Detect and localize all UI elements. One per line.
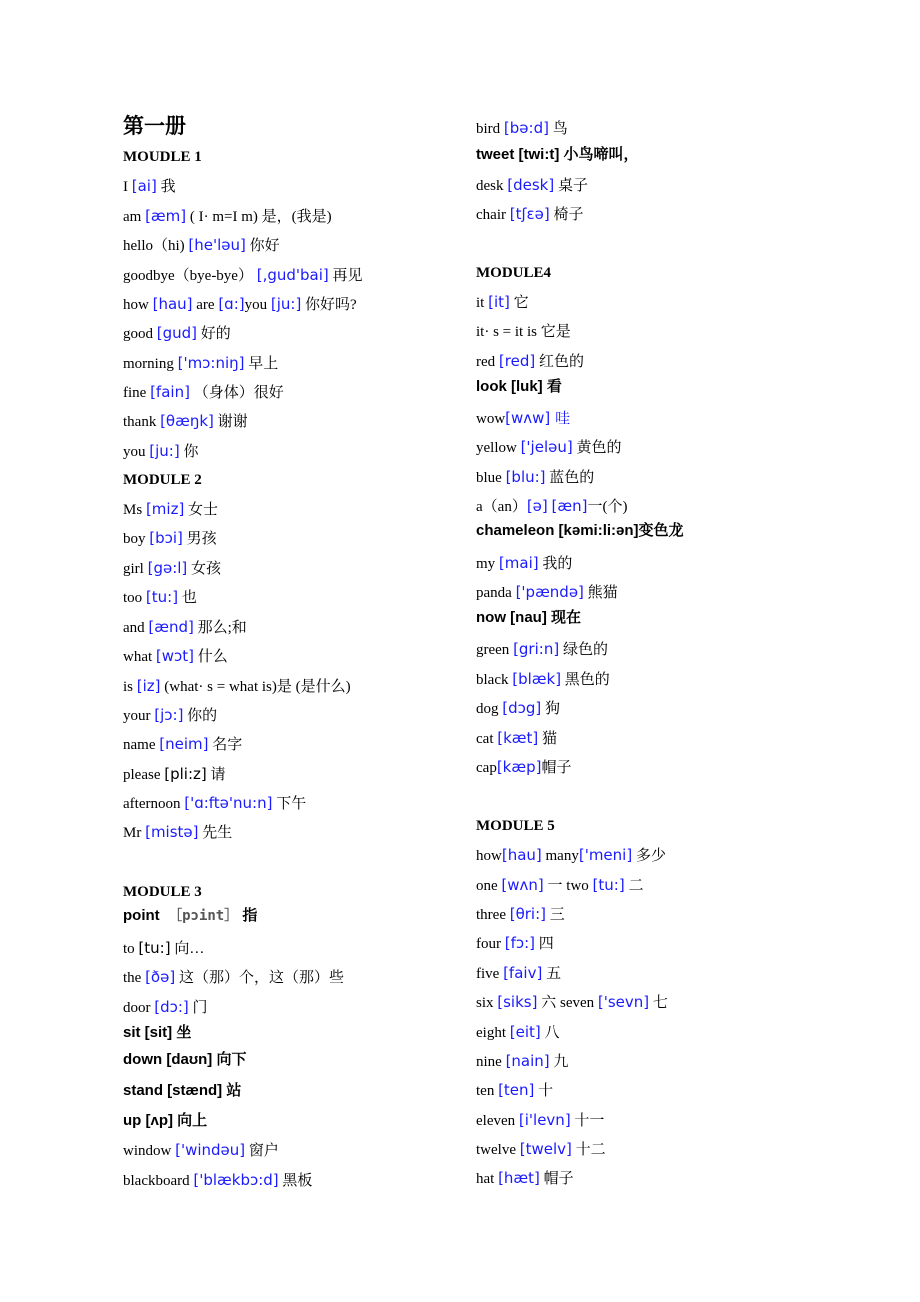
entry-text: 女孩 — [187, 561, 222, 577]
vocab-entry — [476, 698, 560, 719]
vocab-entry — [123, 938, 204, 959]
entry-text: panda — [476, 585, 516, 601]
vocab-entry — [476, 582, 618, 603]
entry-text: chair — [476, 207, 510, 223]
entry-text: is — [123, 679, 137, 695]
phonetic-text: [fain] — [150, 383, 190, 401]
phonetic-text: [kæt] — [497, 729, 539, 747]
vocab-entry — [123, 294, 357, 315]
vocab-entry — [476, 875, 643, 896]
phonetic-text: [wʌw] — [505, 409, 551, 427]
phonetic-text: [fɔ:] — [504, 934, 536, 952]
phonetic-text: [tu:] — [145, 588, 179, 606]
entry-text: 先生 — [198, 825, 233, 841]
vocab-entry — [476, 728, 557, 749]
phonetic-text: [siks] — [497, 993, 538, 1011]
phonetic-text: [blu:] — [505, 468, 546, 486]
entry-text: 第一册 — [123, 114, 186, 138]
vocab-entry — [476, 669, 610, 690]
phonetic-text: [twelv] — [519, 1140, 572, 1158]
phonetic-text: ['windəu] — [175, 1141, 246, 1159]
entry-text: 再见 — [328, 268, 363, 284]
vocab-entry — [123, 967, 344, 988]
phonetic-text: [tu:] — [592, 876, 625, 894]
phonetic-text: [ai] — [131, 177, 157, 195]
vocab-entry — [476, 118, 568, 139]
entry-text: 指 — [238, 907, 258, 924]
phonetic-text: [,gud'bai] — [256, 266, 329, 284]
entry-text: name — [123, 737, 160, 753]
entry-text: 红色的 — [535, 354, 584, 370]
phonetic-text: [eit] — [509, 1023, 541, 1041]
module-heading — [123, 882, 202, 902]
entry-text: 黑色的 — [561, 672, 610, 688]
vocab-entry — [123, 411, 248, 432]
vocab-entry — [476, 521, 684, 541]
entry-text: tweet [twi:t] 小鸟啼叫， — [476, 146, 639, 163]
entry-text: MODULE 2 — [123, 472, 202, 488]
entry-text: one — [476, 878, 502, 894]
entry-text: ［pɔint］ — [159, 908, 239, 924]
phonetic-text: [faiv] — [503, 964, 543, 982]
entry-text: point — [123, 907, 160, 924]
entry-text: ( I· m=I m) 是，(我是) — [186, 209, 332, 225]
phonetic-text: 哇 — [550, 409, 571, 427]
entry-text: 狗 — [541, 701, 561, 717]
entry-text: and — [123, 620, 149, 636]
phonetic-text: [ə] — [526, 497, 548, 515]
phonetic-text: ['sevn] — [597, 993, 650, 1011]
entry-text: 一(个) — [587, 499, 628, 515]
phonetic-text: [æm] — [145, 207, 187, 225]
vocab-entry — [123, 353, 278, 374]
vocab-entry — [476, 608, 581, 628]
entry-text: 熊猫 — [583, 585, 618, 601]
entry-text: 黄色的 — [572, 440, 622, 456]
entry-text: many — [541, 848, 579, 864]
entry-text: 六 — [537, 995, 557, 1011]
phonetic-text: [hau] — [501, 846, 542, 864]
entry-text: 你的 — [183, 708, 218, 724]
vocab-entry — [123, 997, 208, 1018]
phonetic-text: [dɔg] — [502, 699, 542, 717]
entry-text: 桌子 — [554, 178, 588, 194]
vocab-entry — [123, 646, 228, 667]
vocab-entry — [476, 145, 639, 165]
vocab-entry — [123, 822, 232, 843]
entry-text: 十 — [534, 1083, 554, 1099]
entry-text: dog — [476, 701, 503, 717]
entry-text: four — [476, 936, 505, 952]
entry-text: up [ʌp] 向上 — [123, 1112, 208, 1129]
entry-text: to — [123, 941, 139, 957]
module-heading — [476, 263, 551, 283]
entry-text: fine — [123, 385, 151, 401]
entry-text: hat — [476, 1171, 499, 1187]
entry-text: I — [123, 179, 132, 195]
phonetic-text: [he'ləu] — [188, 236, 246, 254]
entry-text: your — [123, 708, 155, 724]
entry-text: black — [476, 672, 513, 688]
module-heading — [476, 816, 555, 836]
phonetic-text: [ænd] — [148, 618, 194, 636]
entry-text: down [daʊn] 向下 — [123, 1051, 247, 1068]
phonetic-text: [i'levn] — [518, 1111, 571, 1129]
entry-text: twelve — [476, 1142, 520, 1158]
phonetic-text: [it] — [488, 293, 510, 311]
phonetic-text: [desk] — [507, 176, 555, 194]
phonetic-text: [mistə] — [145, 823, 199, 841]
vocab-entry — [476, 204, 583, 225]
vocab-entry — [123, 1050, 246, 1070]
vocab-entry — [123, 235, 280, 256]
phonetic-text: [gud] — [156, 324, 198, 342]
entry-text: 它 — [509, 295, 529, 311]
entry-text: please — [123, 767, 165, 783]
entry-text: it· s = it is 它是 — [476, 324, 571, 340]
vocab-entry — [476, 1080, 553, 1101]
phonetic-text: [gə:l] — [147, 559, 188, 577]
entry-text: 早上 — [244, 356, 279, 372]
entry-text: 鸟 — [548, 121, 568, 137]
entry-text: the — [123, 970, 146, 986]
entry-text: nine — [476, 1054, 506, 1070]
vocab-entry — [476, 467, 594, 488]
entry-text: 椅子 — [549, 207, 584, 223]
entry-text: how — [476, 848, 502, 864]
entry-text: you — [244, 297, 271, 313]
entry-text: what — [123, 649, 156, 665]
entry-text: too — [123, 590, 146, 606]
entry-text: now [nau] 现在 — [476, 609, 581, 626]
phonetic-text: [hau] — [152, 295, 193, 313]
vocab-entry — [123, 617, 247, 638]
entry-text: 十二 — [571, 1142, 606, 1158]
vocab-entry — [476, 292, 529, 313]
entry-text: my — [476, 556, 499, 572]
phonetic-text: [bə:d] — [503, 119, 549, 137]
vocab-entry — [123, 1023, 191, 1043]
phonetic-text: [nain] — [505, 1052, 550, 1070]
vocab-entry — [123, 1081, 241, 1101]
phonetic-text: [wɔt] — [155, 647, 195, 665]
entry-text: 请 — [206, 767, 226, 783]
entry-text: blue — [476, 470, 506, 486]
phonetic-text: ['blækbɔ:d] — [193, 1171, 279, 1189]
vocab-entry — [476, 845, 666, 866]
vocab-entry — [476, 933, 554, 954]
vocab-entry — [476, 904, 565, 925]
entry-text: window — [123, 1143, 176, 1159]
entry-text: 男孩 — [182, 531, 217, 547]
vocab-entry — [123, 734, 242, 755]
entry-text: Mr — [123, 825, 146, 841]
entry-text: 五 — [542, 966, 562, 982]
entry-text: thank — [123, 414, 161, 430]
vocab-entry — [476, 351, 584, 372]
phonetic-text: [jɔ:] — [154, 706, 184, 724]
entry-text: 你好 — [245, 238, 280, 254]
entry-text: 二 — [624, 878, 644, 894]
entry-text: afternoon — [123, 796, 185, 812]
vocab-entry — [123, 764, 226, 785]
entry-text: 我 — [156, 179, 176, 195]
entry-text: red — [476, 354, 499, 370]
vocab-entry — [476, 1139, 606, 1160]
vocab-entry — [123, 587, 197, 608]
entry-text: 十一 — [570, 1113, 605, 1129]
entry-text: MODULE4 — [476, 265, 551, 281]
vocab-entry — [476, 1110, 604, 1131]
vocab-entry — [476, 553, 572, 574]
phonetic-text: [blæk] — [512, 670, 562, 688]
vocab-entry — [123, 382, 284, 403]
entry-text: bird — [476, 121, 504, 137]
entry-text: yellow — [476, 440, 521, 456]
vocab-entry — [123, 206, 332, 227]
entry-text: 一 — [543, 878, 563, 894]
entry-text: （身体）很好 — [189, 385, 284, 401]
entry-text: 蓝色的 — [545, 470, 595, 486]
phonetic-text: [pli:z] — [164, 765, 207, 783]
phonetic-text: [dɔ:] — [154, 998, 189, 1016]
entry-text: desk — [476, 178, 508, 194]
vocab-entry — [123, 676, 351, 697]
entry-text: 门 — [188, 1000, 208, 1016]
phonetic-text: [red] — [498, 352, 536, 370]
vocab-entry — [476, 496, 627, 517]
entry-text: five — [476, 966, 504, 982]
vocab-entry — [123, 906, 257, 926]
entry-text: 猫 — [538, 731, 558, 747]
entry-text: girl — [123, 561, 148, 577]
entry-text: 那么;和 — [193, 620, 247, 636]
phonetic-text: [ju:] — [149, 442, 180, 460]
entry-text: seven — [556, 995, 598, 1011]
entry-text: look [luk] 看 — [476, 378, 562, 395]
phonetic-text: ['jeləu] — [520, 438, 573, 456]
phonetic-text: [hæt] — [498, 1169, 540, 1187]
phonetic-text: [tu:] — [138, 939, 171, 957]
entry-text: you — [123, 444, 150, 460]
phonetic-text: [wʌn] — [501, 876, 544, 894]
phonetic-text: [æn] — [551, 497, 588, 515]
entry-text: MODULE 5 — [476, 818, 555, 834]
phonetic-text: [bɔi] — [149, 529, 183, 547]
vocab-entry — [476, 1051, 568, 1072]
entry-text: sit [sit] 坐 — [123, 1024, 192, 1041]
entry-text: 七 — [649, 995, 668, 1011]
entry-text: (what· s = what is)是 (是什么) — [160, 679, 351, 695]
phonetic-text: [neim] — [159, 735, 209, 753]
vocab-entry — [476, 757, 572, 778]
vocab-entry — [123, 323, 231, 344]
entry-text: 女士 — [184, 502, 219, 518]
entry-text: blackboard — [123, 1173, 194, 1189]
entry-text: stand [stænd] 站 — [123, 1082, 242, 1099]
entry-text: 黑板 — [278, 1173, 313, 1189]
entry-text: 名字 — [208, 737, 243, 753]
entry-text: 好的 — [197, 326, 231, 342]
entry-text: goodbye（bye-bye） — [123, 268, 257, 284]
phonetic-text: [ju:] — [270, 295, 302, 313]
vocab-entry — [123, 1111, 207, 1131]
phonetic-text: [ɑ:] — [218, 295, 245, 313]
entry-text: 九 — [549, 1054, 569, 1070]
entry-text: am — [123, 209, 146, 225]
entry-text: wow — [476, 411, 506, 427]
vocab-entry — [476, 408, 570, 429]
entry-text: two — [562, 878, 593, 894]
entry-text: 窗户 — [245, 1143, 279, 1159]
phonetic-text: [θri:] — [509, 905, 547, 923]
phonetic-text: [miz] — [145, 500, 185, 518]
vocab-entry — [123, 793, 306, 814]
vocab-entry — [123, 176, 176, 197]
entry-text: 什么 — [194, 649, 228, 665]
entry-text: 多少 — [632, 848, 666, 864]
entry-text: eight — [476, 1025, 510, 1041]
phonetic-text: [gri:n] — [513, 640, 560, 658]
phonetic-text: [ðə] — [145, 968, 176, 986]
vocab-entry — [123, 499, 218, 520]
vocab-entry — [123, 705, 217, 726]
entry-text: MOUDLE 1 — [123, 149, 202, 165]
entry-text: 也 — [178, 590, 197, 606]
vocab-entry — [123, 441, 198, 462]
entry-text: 帽子 — [539, 1171, 574, 1187]
entry-text: 变色龙 — [638, 522, 684, 539]
phonetic-text: ['mɔ:niŋ] — [177, 354, 245, 372]
vocab-entry — [476, 1022, 560, 1043]
vocab-entry — [476, 992, 668, 1013]
entry-text: 这（那）个，这（那）些 — [175, 970, 344, 986]
entry-text: 三 — [546, 907, 565, 923]
vocab-entry — [123, 528, 217, 549]
entry-text: 向… — [170, 941, 205, 957]
entry-text: ten — [476, 1083, 499, 1099]
vocab-entry — [476, 437, 621, 458]
entry-text: 谢谢 — [213, 414, 248, 430]
entry-text: door — [123, 1000, 155, 1016]
vocab-entry — [476, 639, 608, 660]
entry-text: green — [476, 642, 514, 658]
book-title — [123, 113, 186, 139]
entry-text: chameleon [kəmi:li:ən] — [476, 522, 639, 539]
vocab-entry — [476, 322, 571, 342]
entry-text: cap — [476, 760, 497, 776]
phonetic-text: [iz] — [136, 677, 161, 695]
vocab-entry — [476, 175, 588, 196]
entry-text: how — [123, 297, 153, 313]
vocab-entry — [476, 963, 561, 984]
entry-text: are — [192, 297, 219, 313]
entry-text: 绿色的 — [559, 642, 608, 658]
entry-text: 我的 — [538, 556, 573, 572]
phonetic-text: ['ɑ:ftə'nu:n] — [184, 794, 273, 812]
entry-text: 你好吗? — [301, 297, 357, 313]
entry-text: boy — [123, 531, 150, 547]
vocab-entry — [123, 558, 221, 579]
entry-text: 下午 — [272, 796, 307, 812]
module-heading — [123, 147, 202, 167]
entry-text: hello（hi) — [123, 238, 189, 254]
entry-text: 帽子 — [541, 760, 572, 776]
phonetic-text: [mai] — [498, 554, 539, 572]
entry-text: cat — [476, 731, 498, 747]
vocab-entry — [123, 265, 363, 286]
phonetic-text: [ten] — [498, 1081, 535, 1099]
entry-text: 八 — [540, 1025, 560, 1041]
phonetic-text: [θæŋk] — [160, 412, 214, 430]
entry-text: good — [123, 326, 157, 342]
entry-text: three — [476, 907, 510, 923]
phonetic-text: [kæp] — [496, 758, 542, 776]
phonetic-text: ['meni] — [578, 846, 633, 864]
entry-text: a（an） — [476, 499, 527, 515]
entry-text: 四 — [535, 936, 554, 952]
entry-text: morning — [123, 356, 178, 372]
phonetic-text: ['pændə] — [515, 583, 584, 601]
vocab-entry — [123, 1170, 312, 1191]
vocab-entry — [476, 1168, 574, 1189]
entry-text: it — [476, 295, 489, 311]
vocab-entry — [476, 377, 562, 397]
entry-text: 你 — [179, 444, 199, 460]
entry-text: Ms — [123, 502, 146, 518]
module-heading — [123, 470, 202, 490]
phonetic-text: [tʃɛə] — [509, 205, 550, 223]
entry-text: eleven — [476, 1113, 519, 1129]
entry-text: six — [476, 995, 498, 1011]
vocab-entry — [123, 1140, 279, 1161]
entry-text: MODULE 3 — [123, 884, 202, 900]
